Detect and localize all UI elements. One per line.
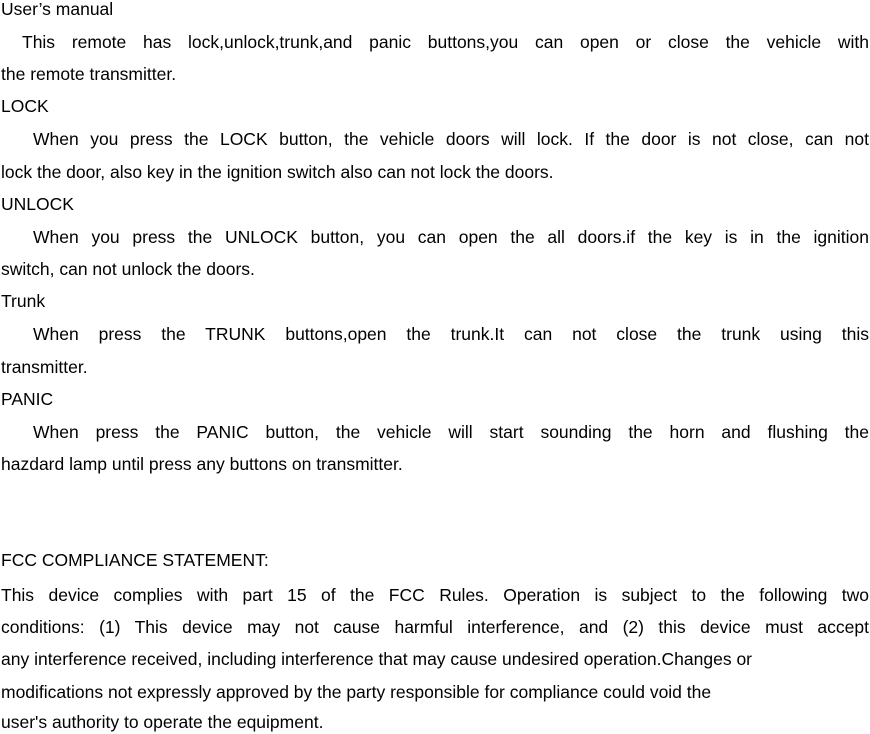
lock-line-2: lock the door, also key in the ignition switch also can not lock the doors. [1,162,554,182]
intro-line-1: This remote has lock,unlock,trunk,and panic buttons,you can open or close the vehicle with [22,32,869,52]
lock-heading: LOCK [1,96,49,116]
fcc-heading: FCC COMPLIANCE STATEMENT: [1,550,269,570]
panic-heading: PANIC [1,389,54,409]
fcc-line-4: modifications not expressly approved by the party responsible for compliance could void the [1,682,712,702]
trunk-line-2: transmitter. [1,357,88,377]
trunk-heading: Trunk [1,291,46,311]
unlock-line-1: When you press the UNLOCK button, you can open the all doors.if the key is in the ignition [33,227,869,247]
unlock-line-2: switch, can not unlock the doors. [1,259,255,279]
fcc-line-5: user's authority to operate the equipment. [1,712,324,732]
fcc-line-3: any interference received, including interference that may cause undesired operation.Changes or [1,649,753,669]
lock-line-1: When you press the LOCK button, the vehicle doors will lock. If the door is not close, can not [33,129,869,149]
intro-line-2: the remote transmitter. [1,64,177,84]
fcc-line-1: This device complies with part 15 of the FCC Rules. Operation is subject to the following two [1,585,869,605]
panic-line-2: hazdard lamp until press any buttons on transmitter. [1,454,403,474]
trunk-line-1: When press the TRUNK buttons,open the trunk.It can not close the trunk using this [33,324,869,344]
panic-line-1: When press the PANIC button, the vehicle will start sounding the horn and flushing the [33,422,869,442]
unlock-heading: UNLOCK [1,194,74,214]
manual-title: User’s manual [1,0,114,19]
fcc-line-2: conditions: (1) This device may not cause harmful interference, and (2) this device must accept [1,617,869,637]
